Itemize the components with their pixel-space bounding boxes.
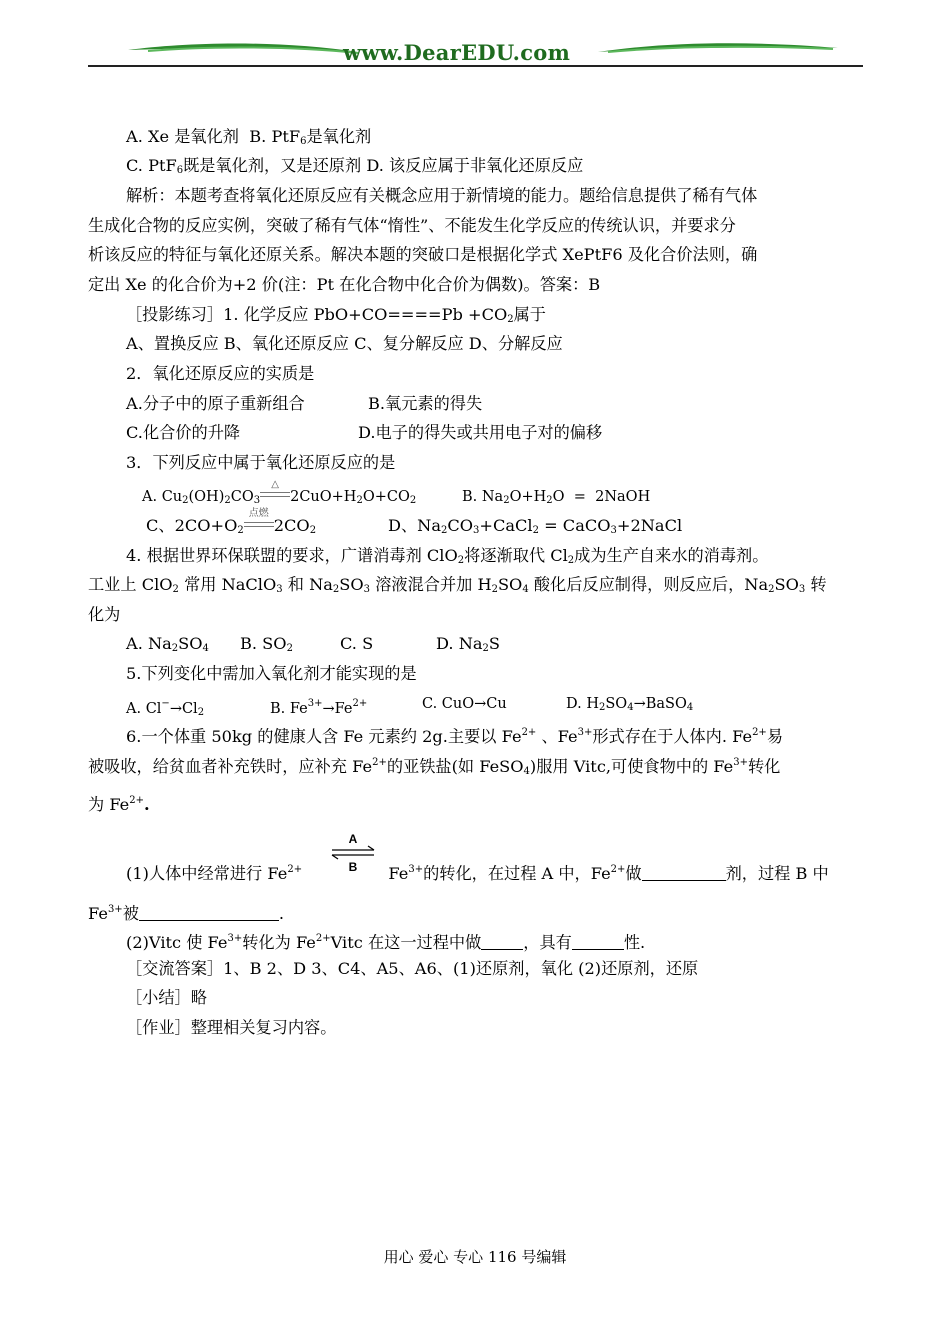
page-footer: 用心 爱心 专心 116 号编辑 [383,1248,567,1266]
question-2: 2．氧化还原反应的实质是 [126,364,315,383]
question-3-option-a: A. $Cu_2(OH)_2CO_3$ △ $2CuO+H_2O+CO_2$ [142,479,417,506]
question-3-option-b: B. $Na_2O+H_2O$ = 2NaOH [462,489,651,506]
question-1-options: A、置换反应 B、氧化还原反应 C、复分解反应 D、分解反应 [126,334,563,353]
left-swoosh-decoration [128,40,358,60]
question-2-option-c: C.化合价的升降 [126,423,241,442]
question-3-option-c: C、$2CO+O_2$ 点燃 $2CO_2$ [146,508,317,536]
question-2-option-b: B.氧元素的得失 [368,394,483,413]
question-5-option-b: B. $Fe^{3+}\to Fe^{2+}$ [270,698,368,717]
question-1: ［投影练习］1. 化学反应 $PbO+CO====Pb +CO_2$属于 [126,305,546,325]
question-4-option-a: A. $Na_2SO_4$ [126,634,209,654]
question-2-option-a: A.分子中的原子重新组合 [126,394,305,413]
answer-blank-4[interactable] [572,933,624,950]
question-2-option-d: D.电子的得失或共用电子对的偏移 [358,423,603,442]
question-4-line-3: 化为 [88,605,121,624]
prev-question-options-ab: A. Xe 是氧化剂 B. PtF$_6$是氧化剂 [126,127,372,147]
analysis-line-2: 生成化合物的反应实例，突破了稀有气体“惰性”、不能发生化学反应的传统认识，并要求分 [88,216,736,235]
analysis-line-3: 析该反应的特征与氧化还原关系。解决本题的突破口是根据化学式 XePtF6 及化合价法则，确 [88,245,758,264]
answer-blank-1[interactable] [642,864,726,881]
question-3: 3．下列反应中属于氧化还原反应的是 [126,453,396,472]
question-6-line-2: 被吸收，给贫血者补充铁时，应补充 $Fe^{2+}$的亚铁盐(如 FeSO$_4$)服用 Vitc,可使食物中的 $Fe^{3+}$转化 [88,757,781,777]
right-swoosh-decoration [598,40,838,60]
analysis-line-4: 定出 Xe 的化合价为+2 价(注：Pt 在化合物中化合价为偶数)。答案：B [88,275,601,294]
question-4-option-b: B. $SO_2$ [240,634,293,654]
question-3-option-d: D、$Na_2CO_3+CaCl_2$ = CaCO$_3$+2NaCl [388,516,683,536]
question-4-option-d: D. $Na_2S$ [436,634,500,654]
site-logo-text: www.DearEDU.com [343,40,571,65]
header-rule [88,65,863,67]
question-6-part-1-line-2: $Fe^{3+}$被 . [88,904,285,923]
question-4-line-1: 4. 根据世界环保联盟的要求，广谱消毒剂 ClO$_2$将逐渐取代 $Cl_2$成为生产自来水的消毒剂。 [126,546,769,566]
answer-blank-2[interactable] [139,904,279,921]
reversible-reaction-arrow [328,832,378,876]
answers-line: ［交流答案］1、B 2、D 3、C4、A5、A6、(1)还原剂，氧化 (2)还原剂，还原 [126,959,699,978]
page-header [88,36,863,70]
question-5-option-d: D. $H_2SO_4\to BaSO_4$ [566,696,694,713]
question-4-line-2: 工业上 ClO$_2$ 常用 NaClO$_3$ 和 $Na_2SO_3$ 溶液混合并加 $H_2SO_4$ 酸化后反应制得，则反应后，$Na_2SO_3$ 转 [88,575,827,595]
question-4-option-c: C. S [340,634,374,653]
question-5: 5.下列变化中需加入氧化剂才能实现的是 [126,664,417,683]
question-5-option-a: A. $Cl^-\to Cl_2$ [126,698,205,718]
question-6-line-3: 为 $Fe^{2+}$. [88,795,150,814]
question-5-option-c: C. CuO→Cu [422,696,507,712]
svg-text:B: B [348,860,358,874]
analysis-line-1: 解析：本题考查将氧化还原反应有关概念应用于新情境的能力。题给信息提供了稀有气体 [126,186,758,205]
summary-line: ［小结］略 [126,988,207,1007]
svg-text:A: A [348,832,358,846]
question-6-part-2: (2)Vitc 使 $Fe^{3+}$转化为 $Fe^{2+}Vitc$ 在这一过程中做 ，具有 性. [126,933,646,952]
homework-line: ［作业］整理相关复习内容。 [126,1018,337,1037]
question-6-line-1: 6.一个体重 50kg 的健康人含 Fe 元素约 2g.主要以 $Fe^{2+}$ 、$Fe^{3+}$形式存在于人体内. $Fe^{2+}$易 [126,727,783,746]
question-6-part-1-line-1: (1)人体中经常进行 $Fe^{2+}$ $Fe^{3+}$的转化，在过程 A 中，$Fe^{2+}$做 剂，过程 B 中 [126,864,829,883]
answer-blank-3[interactable] [481,933,523,950]
prev-question-options-cd: C. PtF$_6$既是氧化剂，又是还原剂 D. 该反应属于非氧化还原反应 [126,156,584,176]
